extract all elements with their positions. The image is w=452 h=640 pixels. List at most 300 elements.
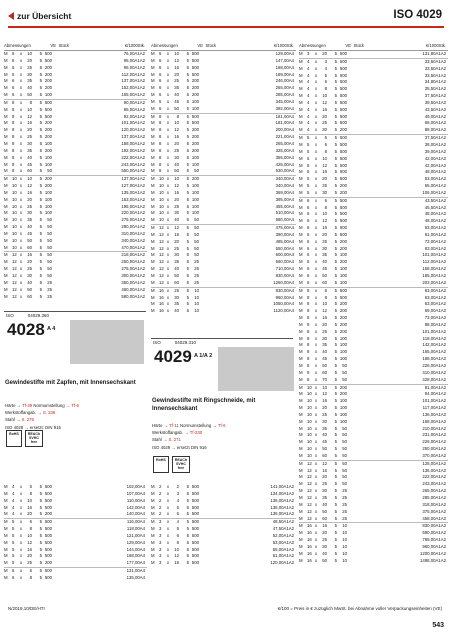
table-row [299, 120, 448, 127]
table-cell: 45 [322, 439, 327, 445]
table-cell: 222,00A1A2 [121, 154, 145, 160]
table-cell: 37,50A1A2 [424, 93, 446, 99]
table-cell: 5 [334, 86, 337, 92]
table-cell: 50 [322, 446, 327, 452]
table-cell: 500 [44, 553, 52, 559]
table-cell: x [19, 519, 23, 525]
table-cell: 8 [307, 321, 310, 327]
table-cell: M [299, 287, 303, 293]
table-cell: 45 [174, 98, 179, 104]
table-cell: 12 [27, 113, 32, 119]
note-haerte: Härte → Tf-11 Normumstellung → Tf-6 [152, 423, 226, 428]
table-cell: 5 [334, 238, 337, 244]
table-cell: x [19, 546, 23, 552]
table-cell: 5 [334, 287, 337, 293]
table-cell: 116,00A4 [126, 519, 145, 525]
table-cell: 8 [12, 154, 15, 160]
table-cell: x [314, 197, 318, 203]
table-cell: 203,00A1A2 [422, 279, 446, 285]
table-cell: 39,50A1A2 [424, 99, 446, 105]
table-cell: M [4, 546, 8, 552]
table-cell: 500 [339, 287, 347, 293]
table-cell: 5 [334, 141, 337, 147]
table-cell: 5 [334, 384, 337, 390]
table-cell: x [314, 369, 318, 375]
table-cell: 5 [186, 266, 189, 272]
table-cell: x [166, 161, 170, 167]
table-cell: 10 [307, 405, 312, 411]
table-cell: 458,00A1A2 [422, 515, 446, 521]
table-cell: 100 [339, 398, 347, 404]
table-row [299, 384, 448, 392]
table-cell: 5 [334, 120, 337, 126]
table-cell: 50 [27, 237, 32, 243]
table-cell: x [166, 238, 170, 244]
table-cell: 16 [159, 287, 164, 293]
table-cell: 12 [12, 293, 17, 299]
table-cell: 100 [339, 279, 347, 285]
table-cell: 6 [159, 64, 162, 70]
table-row [151, 266, 296, 273]
table-cell: x [314, 162, 318, 168]
table-cell: 100 [191, 196, 199, 202]
table-cell: 100 [191, 154, 199, 160]
table-cell: 35 [322, 342, 327, 348]
table-cell: 5 [334, 446, 337, 452]
table-cell: M [4, 568, 8, 574]
table-cell: 12 [174, 553, 179, 559]
table-cell: 8 [307, 369, 310, 375]
table-cell: M [4, 279, 8, 285]
table-cell: x [314, 189, 318, 195]
table-cell: 10 [12, 230, 17, 236]
table-cell: 40 [174, 161, 179, 167]
table-cell: 10 [307, 425, 312, 431]
table-cell: 6 [324, 197, 327, 203]
table-cell: M [299, 405, 303, 411]
table-cell: 275,00A1A2 [121, 217, 145, 223]
table-cell: 12 [12, 273, 17, 278]
table-cell: 49,00A1A2 [424, 113, 446, 119]
table-row [4, 224, 147, 231]
table-cell: x [314, 169, 318, 175]
table-cell: 6 [29, 568, 32, 574]
table-cell: 50 [322, 362, 327, 368]
table-cell: 6 [29, 484, 32, 489]
table-cell: 355,00A4 [275, 154, 294, 160]
table-cell: x [314, 183, 318, 189]
table-cell: 5 [39, 210, 42, 216]
table-cell: 40 [322, 550, 327, 556]
table-cell: M [4, 286, 8, 292]
table-cell: 12 [159, 273, 164, 278]
table-cell: 5 [334, 162, 337, 168]
table-cell: x [314, 398, 318, 404]
table-cell: x [314, 238, 318, 244]
table-cell: M [4, 78, 8, 84]
table-cell: x [314, 252, 318, 258]
table-cell: x [19, 484, 23, 489]
table-cell: M [4, 210, 8, 216]
table-cell: 30 [322, 245, 327, 251]
table-cell: 500 [339, 120, 347, 126]
table-cell: 500 [339, 113, 347, 119]
table-cell: 200 [339, 259, 347, 265]
table-cell: 10 [12, 189, 17, 195]
table-cell: 50 [342, 481, 347, 487]
table-cell: 6 [159, 85, 162, 91]
table-cell: 5 [186, 92, 189, 98]
table-cell: 5 [39, 168, 42, 174]
table-cell: x [19, 210, 23, 216]
table-cell: 12 [159, 266, 164, 272]
table-row [299, 266, 448, 273]
table-cell: 250,00A1A2 [121, 259, 145, 265]
table-row [4, 547, 147, 554]
table-cell: 200 [339, 321, 347, 327]
table-cell: 60 [322, 369, 327, 375]
table-cell: 60 [27, 168, 32, 174]
table-cell: M [151, 113, 155, 119]
table-cell: x [314, 231, 318, 237]
table-cell: 243,00A1A2 [422, 481, 446, 487]
table-cell: 8 [307, 308, 310, 314]
table-row [299, 149, 448, 156]
table-cell: 129,00A4 [126, 539, 145, 545]
table-cell: M [4, 273, 8, 278]
table-cell: 550,00A4 [275, 245, 294, 251]
table-cell: 6 [324, 79, 327, 85]
table-cell: 25 [322, 183, 327, 189]
table-cell: 5 [39, 140, 42, 146]
table-cell: 250,00A1A2 [422, 446, 446, 452]
table-cell: M [151, 176, 155, 182]
table-cell: 3 [324, 58, 327, 64]
table-cell: M [299, 495, 303, 500]
table-row [299, 481, 448, 488]
table-cell: x [314, 106, 318, 112]
table-cell: 310,00A1A2 [121, 230, 145, 236]
table-cell: 5 [39, 279, 42, 285]
table-cell: 165,00A1A2 [121, 92, 145, 98]
table-cell: 50 [47, 168, 52, 174]
table-row [4, 518, 147, 526]
table-cell: 10 [307, 391, 312, 397]
table-cell: 163,00A1A2 [121, 196, 145, 202]
table-cell: 192,00A1A2 [121, 147, 145, 153]
table-cell: M [4, 526, 8, 532]
table-cell: x [314, 211, 318, 217]
table-cell: 500 [191, 511, 199, 517]
table-cell: 144,00A4 [126, 546, 145, 552]
table-cell: 5 [39, 224, 42, 230]
product-article-number: 04029.310 [174, 340, 197, 345]
header-ve: VE [50, 43, 56, 48]
table-cell: 92,00A1A2 [123, 113, 145, 119]
table-cell: 6 [159, 57, 162, 63]
table-cell: 12 [322, 391, 327, 397]
table-cell: 6 [307, 252, 310, 258]
table-cell: 25 [322, 238, 327, 244]
table-row [4, 85, 147, 92]
table-cell: x [314, 135, 318, 141]
table-cell: 5 [176, 526, 179, 532]
table-cell: x [314, 51, 318, 56]
table-cell: 960,00A4 [275, 294, 294, 300]
table-cell: 30 [174, 252, 179, 258]
table-cell: 8 [307, 287, 310, 293]
table-row [151, 120, 296, 127]
table-cell: 5 [334, 550, 337, 556]
table-cell: M [151, 161, 155, 167]
table-cell: 5 [334, 439, 337, 445]
table-cell: 10 [12, 183, 17, 189]
table-row [4, 51, 147, 58]
table-cell: M [4, 553, 8, 559]
table-cell: 6 [307, 266, 310, 272]
table-cell: 5 [39, 147, 42, 153]
table-cell: 16 [322, 225, 327, 231]
table-cell: 200 [339, 308, 347, 314]
table-cell: 8 [29, 526, 32, 532]
table-cell: x [314, 515, 318, 521]
table-cell: 120,00A1A2 [121, 127, 145, 133]
table-cell: 90,00A1A2 [123, 99, 145, 105]
table-cell: 76,00A1A2 [123, 51, 145, 56]
table-row [151, 155, 296, 162]
table-cell: 5 [334, 376, 337, 382]
table-cell: 318,00A1A2 [422, 501, 446, 507]
table-row [299, 73, 448, 80]
table-cell: 8 [12, 168, 15, 174]
table-cell: 5 [334, 155, 337, 161]
table-cell: 12 [159, 252, 164, 258]
table-cell: 100 [44, 189, 52, 195]
table-cell: 5 [39, 189, 42, 195]
table-cell: 12 [174, 127, 179, 133]
table-cell: 8 [12, 161, 15, 167]
table-cell: 200 [44, 134, 52, 140]
table-cell: 10 [27, 176, 32, 182]
table-cell: 8 [12, 113, 15, 119]
table-cell: 100 [191, 203, 199, 209]
table-cell: 500 [339, 169, 347, 175]
table-cell: 8 [159, 154, 162, 160]
table-row [299, 127, 448, 134]
table-cell: 53,00A1A2 [272, 539, 294, 545]
table-cell: 500 [191, 71, 199, 77]
table-cell: 243,00A1A2 [121, 161, 145, 167]
back-to-overview-link[interactable] [8, 11, 71, 21]
table-cell: 10 [342, 530, 347, 536]
table-cell: 500 [44, 497, 52, 503]
table-cell: 70 [322, 376, 327, 382]
table-cell: x [314, 204, 318, 210]
table-cell: 40 [174, 266, 179, 272]
table-row [151, 197, 296, 204]
table-cell: 40 [174, 217, 179, 223]
table-cell: 100 [191, 210, 199, 216]
table-cell: M [151, 64, 155, 70]
table-cell: 500 [44, 574, 52, 580]
table-cell: 200 [191, 127, 199, 133]
page-title: ISO 4029 [393, 9, 442, 21]
table-cell: x [314, 266, 318, 272]
table-cell: 16 [307, 557, 312, 563]
table-cell: M [299, 452, 303, 458]
table-row [4, 168, 147, 175]
table-row [299, 349, 448, 356]
table-cell: 20 [27, 127, 32, 133]
table-cell: 5 [334, 79, 337, 85]
table-cell: 131,80A1A2 [422, 51, 446, 56]
table-cell: x [19, 85, 23, 91]
table-cell: 100 [44, 92, 52, 98]
table-cell: 129,00A4 [275, 51, 294, 56]
table-cell: x [19, 230, 23, 236]
table-row [299, 398, 448, 405]
table-cell: 5 [39, 497, 42, 503]
table-cell: 428,00A1A2 [422, 376, 446, 382]
table-cell: 134,00A1A2 [270, 490, 294, 496]
table-cell: 25 [174, 287, 179, 293]
table-cell: 5 [39, 293, 42, 299]
table-cell: M [299, 335, 303, 341]
table-cell: M [299, 543, 303, 549]
table-cell: 30 [322, 127, 327, 133]
table-cell: 10 [12, 237, 17, 243]
table-row [4, 533, 147, 540]
table-cell: x [166, 245, 170, 251]
table-cell: 40 [27, 85, 32, 91]
table-cell: 10 [342, 537, 347, 543]
table-row [299, 391, 448, 398]
table-row [4, 526, 147, 533]
table-cell: 5 [334, 106, 337, 112]
table-cell: 60 [174, 279, 179, 285]
table-cell: 5 [334, 204, 337, 210]
table-cell: x [166, 252, 170, 258]
table-cell: x [314, 155, 318, 161]
table-cell: M [299, 211, 303, 217]
table-row [151, 246, 296, 253]
table-cell: 20 [322, 530, 327, 536]
table-cell: 50 [342, 452, 347, 458]
table-cell: 5 [334, 51, 337, 56]
table-cell: 25 [27, 266, 32, 272]
table-cell: x [166, 225, 170, 231]
table-cell: M [151, 532, 155, 538]
table-cell: x [314, 452, 318, 458]
table-cell: 5 [12, 539, 15, 545]
table-cell: 500 [191, 526, 199, 532]
table-cell: 10 [342, 523, 347, 529]
table-cell: 4 [12, 484, 15, 489]
table-cell: M [299, 197, 303, 203]
table-cell: 10 [12, 203, 17, 209]
table-cell: 16 [322, 398, 327, 404]
table-row [299, 474, 448, 481]
table-cell: 5 [186, 560, 189, 566]
table-cell: 5 [39, 568, 42, 574]
table-cell: 16 [307, 537, 312, 543]
table-cell: x [314, 405, 318, 411]
table-cell: 8 [176, 113, 179, 119]
table-cell: 6 [159, 71, 162, 77]
table-cell: M [299, 362, 303, 368]
table-row [299, 114, 448, 121]
table-cell: M [299, 99, 303, 105]
table-cell: 4 [176, 497, 179, 503]
table-cell: 5 [334, 418, 337, 424]
table-cell: 5 [186, 203, 189, 209]
table-cell: 100 [44, 140, 52, 146]
table-cell: 218,00A1A2 [121, 252, 145, 258]
table-cell: x [166, 497, 170, 503]
table-cell: 50 [322, 557, 327, 563]
table-cell: x [166, 105, 170, 111]
table-cell: x [166, 266, 170, 272]
table-row [151, 239, 296, 246]
table-cell: 500 [339, 51, 347, 56]
table-cell: 6 [307, 245, 310, 251]
table-cell: 5 [39, 161, 42, 167]
table-cell: 136,00A1A2 [422, 467, 446, 473]
table-cell: 5 [186, 294, 189, 300]
table-cell: 455,00A4 [275, 203, 294, 209]
table-cell: 5 [39, 259, 42, 265]
table-cell: 5 [334, 197, 337, 203]
table-cell: x [19, 560, 23, 566]
table-cell: 5 [307, 148, 310, 154]
table-cell: 6 [176, 532, 179, 538]
table-cell: 43,50A1A2 [424, 106, 446, 112]
table-cell: 5 [334, 452, 337, 458]
table-cell: 5 [334, 328, 337, 334]
table-cell: M [4, 203, 8, 209]
table-cell: x [166, 217, 170, 223]
table-cell: M [151, 140, 155, 146]
table-cell: 5 [39, 120, 42, 126]
table-cell: 830,00A4 [275, 287, 294, 293]
table-cell: 16 [27, 504, 32, 510]
table-row [151, 287, 296, 295]
table-cell: 5 [186, 183, 189, 189]
table-cell: 10 [322, 211, 327, 217]
table-cell: 152,00A1A2 [121, 85, 145, 91]
table-cell: M [299, 93, 303, 99]
table-cell: 20 [27, 57, 32, 63]
table-cell: 5 [39, 539, 42, 545]
table-row [151, 301, 296, 308]
table-cell: x [166, 203, 170, 209]
table-cell: 137,00A1A2 [121, 78, 145, 84]
table-cell: x [314, 501, 318, 507]
table-cell: 16 [174, 189, 179, 195]
table-cell: M [4, 85, 8, 91]
table-row [151, 99, 296, 106]
table-cell: 6 [159, 98, 162, 104]
table-cell: 12 [12, 286, 17, 292]
header-dims: Abmessungen [299, 43, 326, 48]
table-cell: x [314, 86, 318, 92]
table-cell: 10 [159, 210, 164, 216]
table-cell: 73,00A1A2 [424, 238, 446, 244]
table-cell: 5 [334, 211, 337, 217]
table-cell: 50 [322, 273, 327, 278]
table-row [299, 551, 448, 558]
table-row [299, 252, 448, 259]
